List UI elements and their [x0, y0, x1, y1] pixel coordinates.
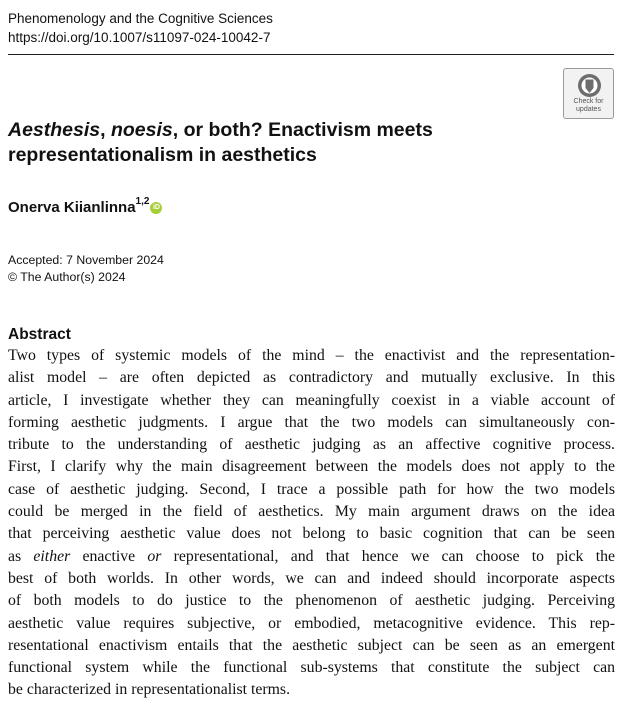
abstract-line: resentational enactivism entails that the aesthetic subject can be seen as an emergent: [8, 636, 615, 654]
accepted-date: Accepted: 7 November 2024: [8, 253, 164, 267]
abstract-line: could be merged in the field of aesthetics. My main argument draws on the idea: [8, 503, 615, 521]
title-rest-line-1: , or both? Enactivism meets: [172, 119, 433, 141]
abstract-line: be characterized in representationalist terms.: [8, 681, 291, 699]
crossmark-icon: [577, 73, 602, 98]
title-italic-noesis: noesis: [110, 119, 173, 141]
article-title: [8, 118, 548, 168]
abstract-line-emphasis: [8, 546, 615, 568]
line-suffix: representational, and that hence we can choose to pick the: [161, 547, 615, 565]
abstract-line: case of aesthetic judging. Second, I trace a possible path for how the two models: [8, 480, 615, 498]
abstract-line: aesthetic value requires subjective, or embodied, metacognitive evidence. This rep-: [8, 614, 615, 632]
abstract-text: [8, 345, 615, 702]
orcid-icon[interactable]: iD: [150, 202, 162, 214]
badge-line-2: updates: [576, 106, 601, 113]
abstract-line: of both models to do justice to the phenomenon of aesthetic judging. Perceiving: [8, 592, 615, 610]
title-line-2: representationalism in aesthetics: [8, 144, 317, 166]
line-prefix: as: [8, 547, 34, 565]
abstract-line: article, I investigate whether they can meaningfully coexist in a viable account of: [8, 391, 615, 409]
emphasis-or: or: [147, 547, 162, 565]
doi-link[interactable]: https://doi.org/10.1007/s11097-024-10042-7: [8, 30, 271, 45]
line-middle: enactive: [70, 547, 148, 565]
abstract-line: alist model – are often depicted as contradictory and mutually exclusive. In this: [8, 369, 615, 387]
title-italic-aesthesis: Aesthesis: [8, 119, 101, 141]
journal-name: Phenomenology and the Cognitive Sciences: [8, 11, 273, 26]
emphasis-either: either: [33, 547, 71, 565]
abstract-line: best of both worlds. In other words, we can and indeed should incorporate aspects: [8, 569, 615, 587]
author-line: [8, 198, 162, 218]
abstract-line: Two types of systemic models of the mind – the enactivist and the representation-: [8, 347, 615, 364]
author-affiliations: 1,2: [135, 196, 150, 207]
abstract-line: First, I clarify why the main disagreement between the models does not apply to the: [8, 458, 615, 476]
copyright: © The Author(s) 2024: [8, 270, 126, 284]
badge-line-1: Check for: [573, 98, 604, 105]
abstract-line: forming aesthetic judgments. I argue that the two models can simultaneously con-: [8, 413, 615, 431]
journal-header: [8, 9, 273, 47]
abstract-line: functional system while the functional sub-systems that constitute the subject can: [8, 659, 615, 677]
author-name: Onerva Kiianlinna: [8, 199, 136, 216]
check-for-updates-badge[interactable]: [563, 68, 614, 119]
article-meta: [8, 252, 164, 286]
abstract-line: that perceiving aesthetic value does not belong to basic cognition that can be seen: [8, 525, 615, 543]
abstract-heading: Abstract: [8, 326, 71, 343]
title-separator: ,: [100, 119, 111, 141]
abstract-line: tribute to the understanding of aesthetic judging as an affective cognitive process.: [8, 436, 615, 454]
header-divider: [8, 54, 614, 55]
